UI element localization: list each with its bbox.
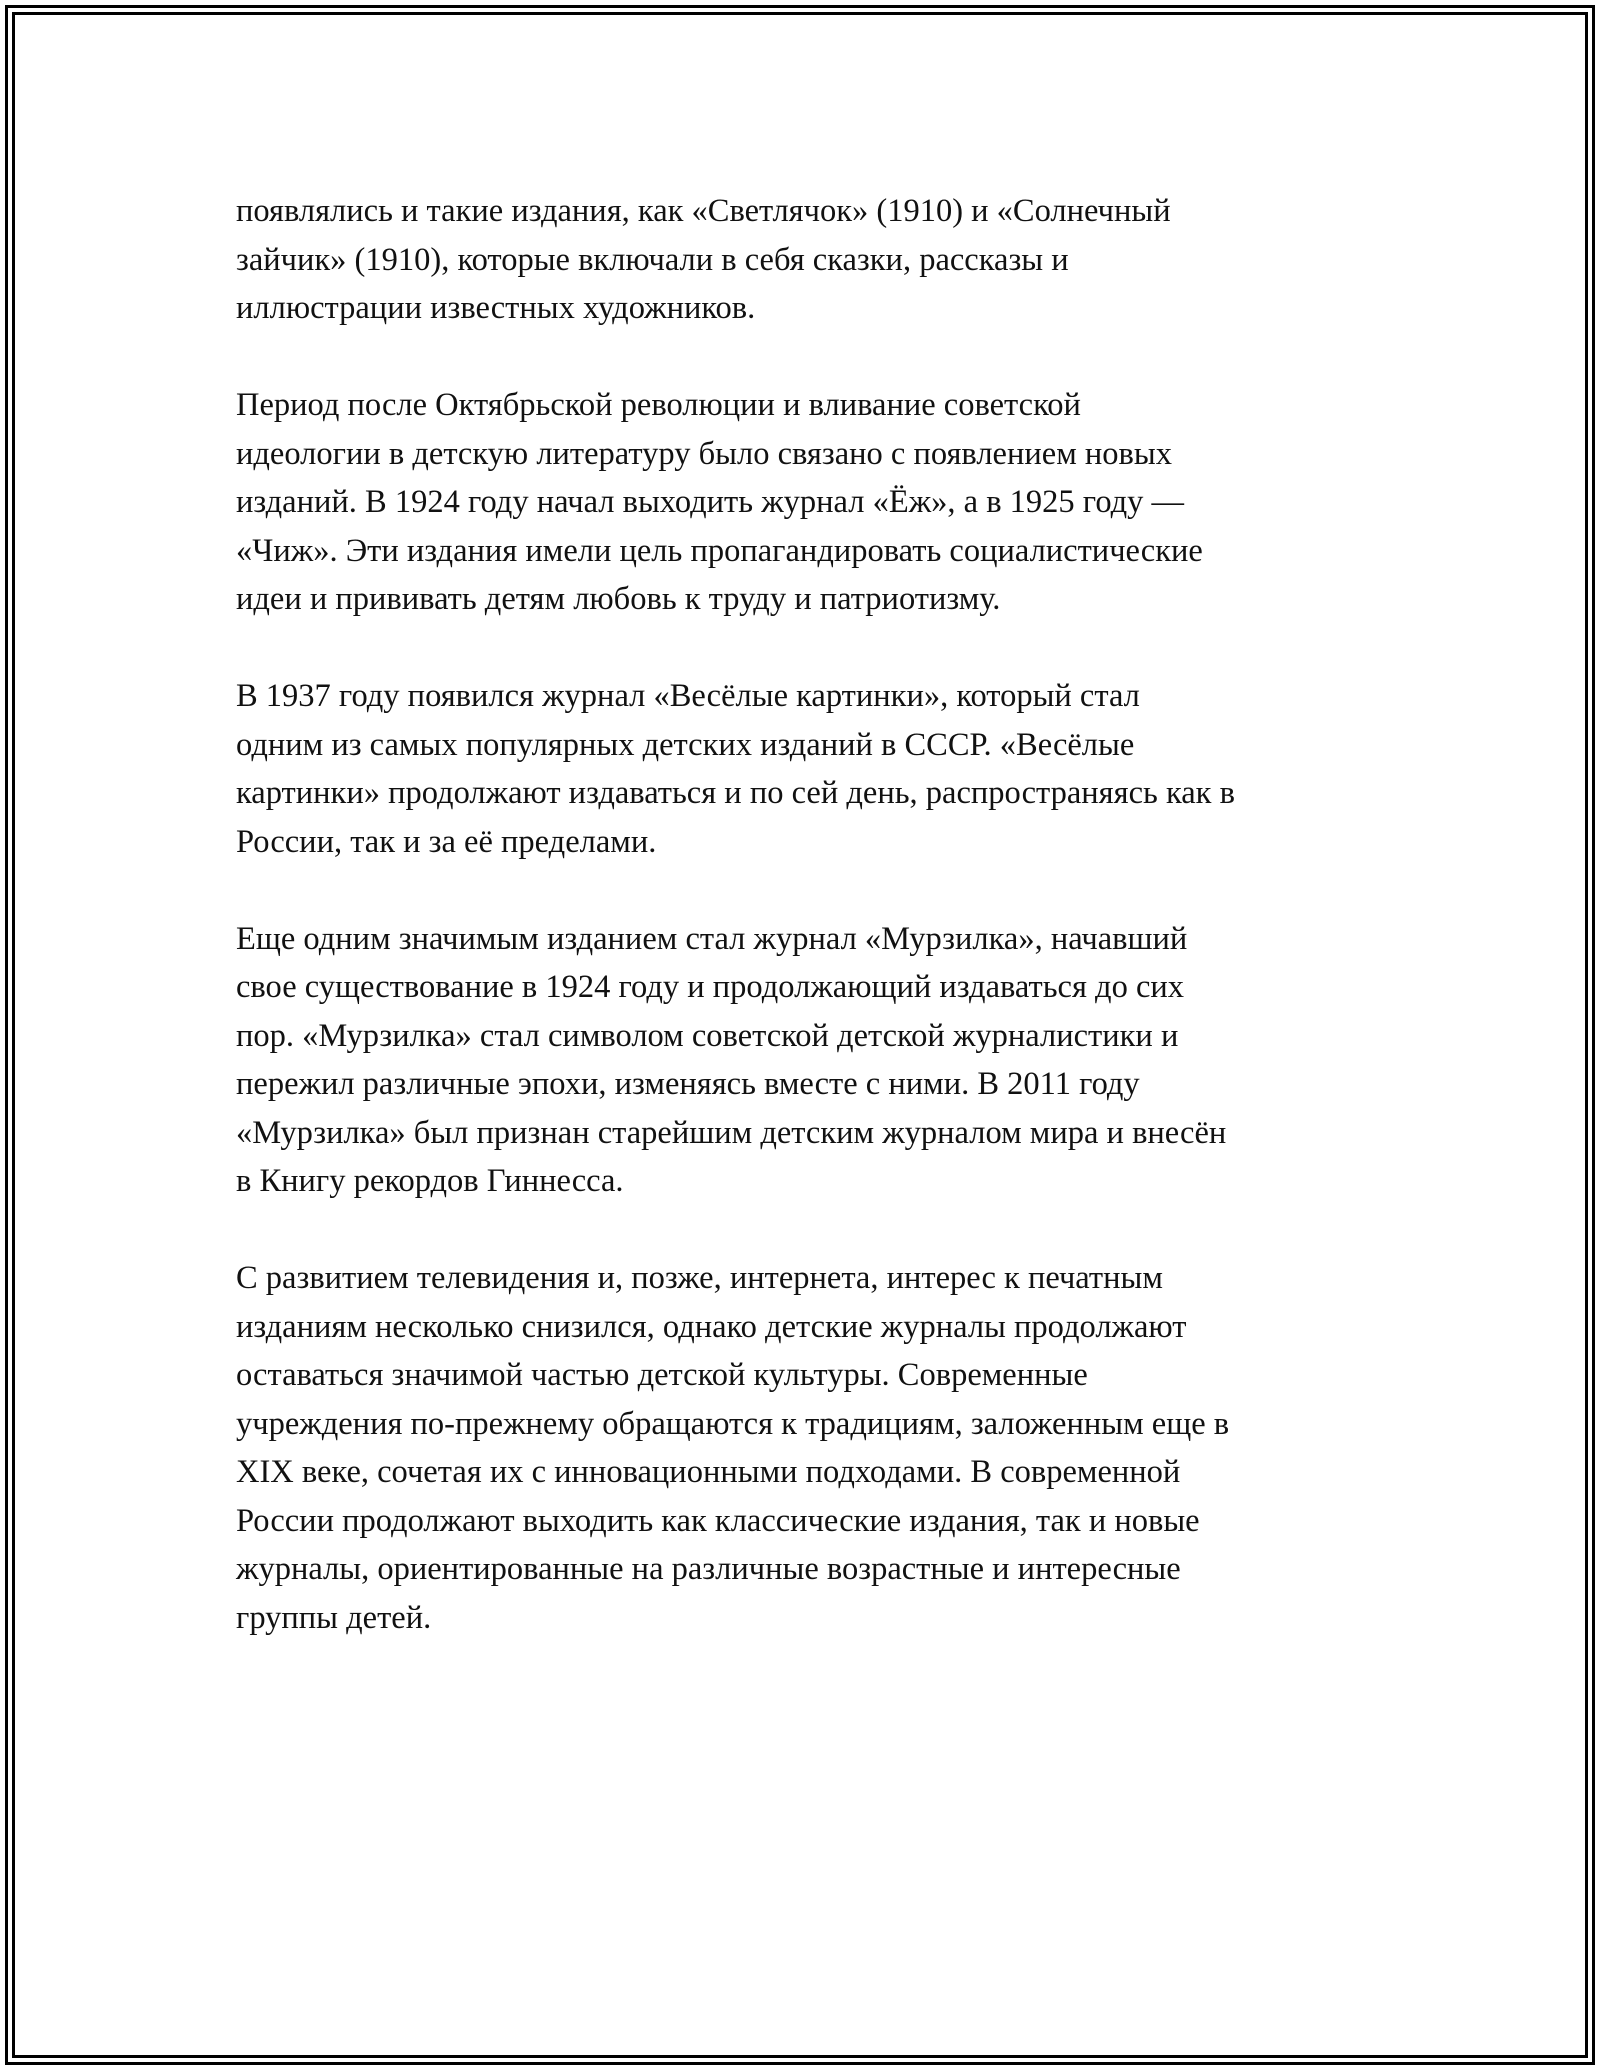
- paragraph-svetlyachok: [236, 187, 1381, 333]
- text-line: «Мурзилка» был признан старейшим детским журналом мира и внесён: [236, 1114, 1227, 1151]
- text-line: Период после Октябрьской революции и вливание советской: [236, 387, 1081, 423]
- paragraph-modern-era: [236, 1254, 1381, 1642]
- text-line: появлялись и такие издания, как «Светлячок» (1910) и «Солнечный: [236, 193, 1171, 229]
- text-line: пережил различные эпохи, изменяясь вместе с ними. В 2011 году: [236, 1066, 1140, 1102]
- text-line: оставаться значимой частью детской культуры. Современные: [236, 1357, 1088, 1393]
- text-line: идеологии в детскую литературу было связано с появлением новых: [236, 435, 1172, 472]
- text-line: одним из самых популярных детских изданий в СССР. «Весёлые: [236, 726, 1135, 763]
- text-line: XIX веке, сочетая их с инновационными подходами. В современной: [236, 1454, 1181, 1490]
- text-line: идеи и прививать детям любовь к труду и патриотизму.: [236, 581, 1001, 617]
- text-line: группы детей.: [236, 1599, 432, 1636]
- text-line: учреждения по-прежнему обращаются к традициям, заложенным еще в: [236, 1405, 1230, 1442]
- document-body: [236, 187, 1381, 1691]
- text-line: изданий. В 1924 году начал выходить журнал «Ёж», а в 1925 году —: [236, 484, 1185, 520]
- text-line: иллюстрации известных художников.: [236, 290, 756, 326]
- text-line: «Чиж». Эти издания имели цель пропагандировать социалистические: [236, 532, 1203, 569]
- text-line: зайчик» (1910), которые включали в себя сказки, рассказы и: [236, 241, 1069, 278]
- text-line: свое существование в 1924 году и продолжающий издаваться до сих: [236, 969, 1185, 1005]
- text-line: Еще одним значимым изданием стал журнал «Мурзилка», начавший: [236, 920, 1188, 957]
- text-line: пор. «Мурзилка» стал символом советской детской журналистики и: [236, 1017, 1179, 1054]
- paragraph-murzilka: [236, 915, 1381, 1206]
- text-line: изданиям несколько снизился, однако детские журналы продолжают: [236, 1308, 1187, 1345]
- text-line: картинки» продолжают издаваться и по сей день, распространяясь как в: [236, 775, 1235, 811]
- text-line: В 1937 году появился журнал «Весёлые картинки», который стал: [236, 678, 1140, 714]
- text-line: России продолжают выходить как классические издания, так и новые: [236, 1502, 1200, 1539]
- text-line: России, так и за её пределами.: [236, 823, 657, 860]
- text-line: С развитием телевидения и, позже, интернета, интерес к печатным: [236, 1260, 1163, 1296]
- paragraph-october-revolution: [236, 381, 1381, 624]
- paragraph-veselye-kartinki: [236, 672, 1381, 866]
- text-line: журналы, ориентированные на различные возрастные и интересные: [236, 1551, 1181, 1587]
- text-line: в Книгу рекордов Гиннесса.: [236, 1163, 624, 1199]
